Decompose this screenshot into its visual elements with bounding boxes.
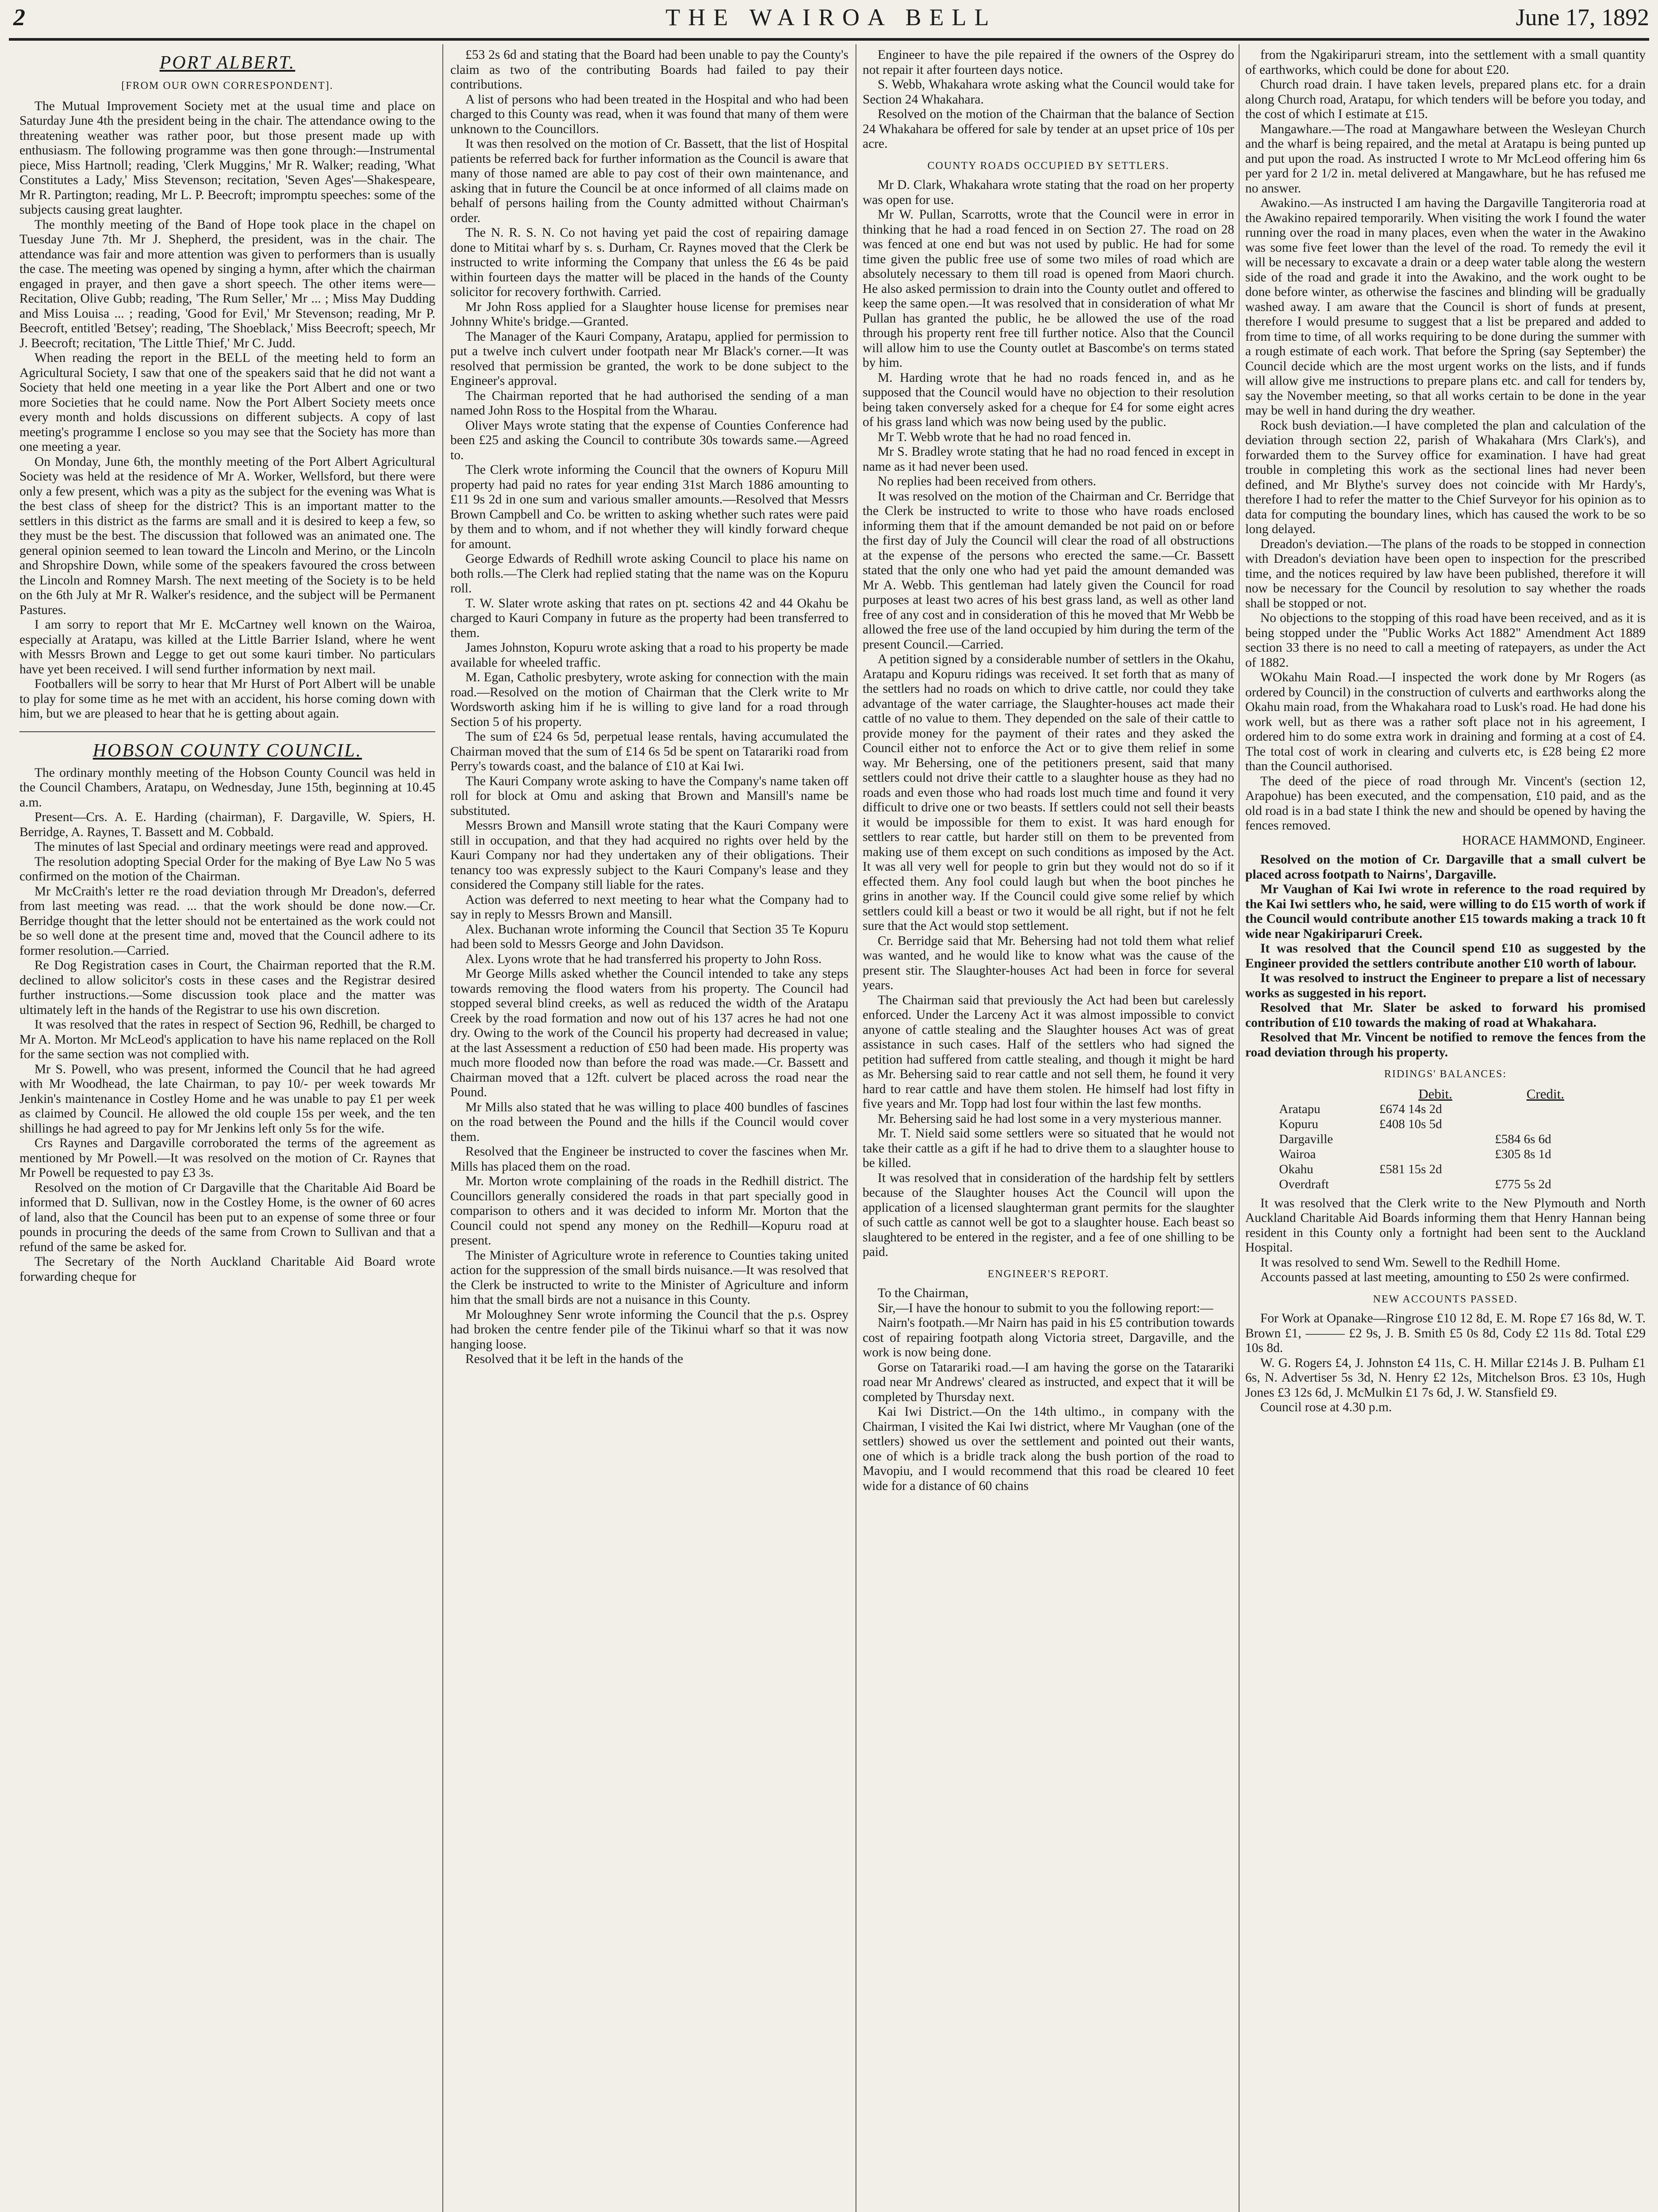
table-cell-credit: £305 8s 1d: [1495, 1147, 1551, 1161]
paragraph: Mangawhare.—The road at Mangawhare between the Wesleyan Church and the wharf is being repaired, and the metal at Aratapu is being punted up and put upon the road. As instructed I wrote to Mr McLeod offering him 6s per yard for 2 1/2 in. metal delivered at Mangawhare, but he has refused me no answer.: [1245, 122, 1646, 196]
paragraph: The Chairman reported that he had authorised the sending of a man named John Ross to the Hospital from the Wharau.: [450, 388, 848, 418]
paragraph: Resolved on the motion of Cr Dargaville that the Charitable Aid Board be informed that D. Sullivan, now in the Costley Home, is the owner of 60 acres of land, also that the Council has been put to an expense of some three or four pounds in procuring the deeds of the same from Crown to Sullivan and that a refund of the same be asked for.: [19, 1180, 435, 1254]
section-subhead: RIDINGS' BALANCES:: [1384, 1068, 1507, 1080]
paragraph: Rock bush deviation.—I have completed the plan and calculation of the deviation through section 22, parish of Whakahara (Mrs Clark's), and forwarded them to the Survey office for examination. I have had great trouble in completing this work as the sectional lines had never been defined, and Mr Blythe's survey does not coincide with Mr Hardy's, therefore I had to refer the matter to the Chief Surveyor for his opinion as to data for computing the boundary lines, which has caused the work to be so long delayed.: [1245, 418, 1646, 536]
section-subhead: NEW ACCOUNTS PASSED.: [1373, 1293, 1518, 1305]
paragraph: £53 2s 6d and stating that the Board had been unable to pay the County's claim as two of the contributing Boards had failed to pay their contributions.: [450, 48, 848, 92]
paragraph: Mr. T. Nield said some settlers were so situated that he would not take their cattle as a gift if he had to drive them to a slaughter house to be killed.: [863, 1126, 1234, 1170]
article-body: [1245, 1311, 1646, 1415]
page-number: 2: [13, 4, 25, 31]
table-row: [1277, 1177, 1597, 1192]
paragraph: Mr Moloughney Senr wrote informing the Council that the p.s. Osprey had broken the centre fender pile of the Tikinui wharf so that it was now hanging loose.: [450, 1307, 848, 1352]
table-cell-debit: [1378, 1132, 1493, 1147]
paragraph: James Johnston, Kopuru wrote asking that a road to his property be made available for wheeled traffic.: [450, 641, 848, 670]
article-body: [19, 99, 435, 722]
paragraph: The N. R. S. N. Co not having yet paid the cost of repairing damage done to Mititai wharf by s. s. Durham, Cr. Raynes moved that the Clerk be instructed to write informing the Company that unless the £6 4s be paid within fourteen days the matter will be placed in the hands of the County solicitor for recovery forthwith. Carried.: [450, 226, 848, 299]
paragraph: A petition signed by a considerable number of settlers in the Okahu, Aratapu and Kopuru ridings was received. It set forth that as many of the settlers had no roads on which to drive cattle, nor could they take advantage of the water carriage, the Slaughter-houses act made their cattle of no value to them. They depended on the sale of their cattle to provide money for the payment of their rates and they asked the Council either not to enforce the Act or to give them relief in some way. Mr Behersing, one of the petitioners present, said that many settlers could not drive their cattle to a slaughter house as they had no roads and even those who had roads lost much time and found it very difficult to drive one or two beasts. If settlers could not sell their beasts it would be impossible for them to exist. It was hard enough for settlers to rear cattle, but harder still on them to be prevented from making use of them except on such conditions as imposed by the Act. It was all very well for people to grin but they would not do so if it effected them. Any fool could laugh but when the boot pinches he grins in another way. If the Council could give some relief by which settlers could kill a beast or two it would be all right, but if not he felt sure that the Act would stop settlement.: [863, 652, 1234, 933]
article-body: [1245, 48, 1646, 833]
paragraph: T. W. Slater wrote asking that rates on pt. sections 42 and 44 Okahu be charged to Kauri Company in future as the property had been transferred to them.: [450, 596, 848, 640]
paragraph: Resolved that Mr. Slater be asked to forward his promised contribution of £10 towards the making of road at Whakahara.: [1245, 1001, 1646, 1030]
masthead: [13, 3, 1649, 32]
table-cell-credit: £775 5s 2d: [1495, 1177, 1551, 1191]
paragraph: George Edwards of Redhill wrote asking Council to place his name on both rolls.—The Clerk had replied stating that the name was on the Kopuru roll.: [450, 552, 848, 595]
paragraph: Mr. Morton wrote complaining of the roads in the Redhill district. The Councillors generally considered the roads in that part specially good in comparison to others and it was decided to inform Mr. Morton that the Council could not spend any money on the Redhill—Kopuru road at present.: [450, 1174, 848, 1248]
article-body: [450, 48, 848, 1367]
paragraph: Re Dog Registration cases in Court, the Chairman reported that the R.M. declined to allow solicitor's costs in these cases and the Registrar desired further instructions.—Some discussion took place and the matter was ultimately left in the hands of the Registrar to use his own discretion.: [19, 958, 435, 1017]
table-header-row: [1277, 1087, 1597, 1102]
paragraph: Oliver Mays wrote stating that the expense of Counties Conference had been £25 and asking the Council to contribute 30s towards same.—Agreed to.: [450, 418, 848, 462]
column-4: [1245, 48, 1646, 2212]
paragraph: Church road drain. I have taken levels, prepared plans etc. for a drain along Church road, Aratapu, for which tenders will be before you today, and the cost of which I estimate at £15.: [1245, 77, 1646, 121]
paper-title: THE WAIROA BELL: [665, 4, 997, 31]
paragraph: The Minister of Agriculture wrote in reference to Counties taking united action for the suppression of the small birds nuisance.—It was resolved that the Clerk be instructed to write to the Minister of Agriculture and inform him that the small birds are not a nuisance in this County.: [450, 1248, 848, 1307]
paragraph: Messrs Brown and Mansill wrote stating that the Kauri Company were still in occupation, and that they had acquired no rights over held by the Kauri Company nor had they undertaken any of their obligations. Their tenancy too was expressly subject to the Kauri Company's lease and they considered the Company still liable for the rates.: [450, 818, 848, 892]
ridings-balances-table: [1277, 1087, 1597, 1192]
paragraph: Resolved that the Engineer be instructed to cover the fascines when Mr. Mills has placed them on the road.: [450, 1144, 848, 1174]
paragraph: Mr D. Clark, Whakahara wrote stating that the road on her property was open for use.: [863, 178, 1234, 207]
column-rule: [1239, 44, 1240, 2212]
paragraph: I am sorry to report that Mr E. McCartney well known on the Wairoa, especially at Aratapu, was killed at the Little Barrier Island, where he went with Messrs Brown and Legge to get out some kauri timber. No particulars have yet been received. I will send further information by next mail.: [19, 618, 435, 676]
paragraph: It was then resolved on the motion of Cr. Bassett, that the list of Hospital patients be referred back for further information as the Council is aware that many of those named are able to pay cost of their own maintenance, and asking that in future the Council be at once informed of all claims made on behalf of persons hailing from the County admitted without Chairman's order.: [450, 137, 848, 225]
paragraph: It was resolved that the Clerk write to the New Plymouth and North Auckland Charitable Aid Boards informing them that Henry Hannan being resident in this County only a fortnight had been sent to the Auckland Hospital.: [1245, 1196, 1646, 1255]
table-cell-riding: Dargaville: [1279, 1132, 1333, 1146]
table-cell-debit: [1378, 1177, 1493, 1192]
paragraph: The resolution adopting Special Order for the making of Bye Law No 5 was confirmed on the motion of the Chairman.: [19, 854, 435, 883]
paragraph: The Secretary of the North Auckland Charitable Aid Board wrote forwarding cheque for: [19, 1255, 435, 1284]
column-rule: [442, 44, 443, 2212]
paragraph: WOkahu Main Road.—I inspected the work done by Mr Rogers (as ordered by Council) in the construction of culverts and earthworks along the Okahu main road, from the Whakahara road to Lusk's road. He had done his work well, but as there was a rather soft place not in his agreement, I ordered him to do some extra work in draining and forming at a cost of £4. The total cost of work in clearing and culverts etc, is £28 being £2 more than the Council authorised.: [1245, 670, 1646, 773]
paragraph: It was resolved that in consideration of the hardship felt by settlers because of the Slaughter houses Act the Council will upon the application of a licensed slaughterman grant permits for the slaughter of such cattle as cannot well be got to a slaughter house. Each beast so slaughtered to be entered in the register, and a fee of one shilling to be paid.: [863, 1171, 1234, 1259]
paragraph: from the Ngakiriparuri stream, into the settlement with a small quantity of earthworks, which could be done for about £20.: [1245, 48, 1646, 77]
paragraph: The Kauri Company wrote asking to have the Company's name taken off roll for block at Omu and asking that Brown and Mansill's name be substituted.: [450, 774, 848, 818]
article-body: [1245, 1196, 1646, 1285]
paragraph: It was resolved on the motion of the Chairman and Cr. Berridge that the Clerk be instructed to write to those who have roads enclosed informing them that if the amount demanded be not paid on or before the first day of July the Council will clear the road of all obstructions at the expense of the persons who erected the same.—Cr. Bassett stated that the only one who had yet paid the amount demanded was Mr A. Webb. This gentleman had lately given the Council for road purposes at least two acres of his best grass land, as well as other land free of any cost and in consideration of this he moved that Mr Webb be allowed the free use of the land occupied by him during the term of the present Council.—Carried.: [863, 489, 1234, 652]
table-cell-riding: Kopuru: [1279, 1117, 1318, 1131]
paragraph: The sum of £24 6s 5d, perpetual lease rentals, having accumulated the Chairman moved that the sum of £14 6s 5d be spent on Tatarariki road from Perry's towards coast, and the balance of £10 at Kai Iwi.: [450, 730, 848, 773]
section-subhead: COUNTY ROADS OCCUPIED BY SETTLERS.: [927, 160, 1170, 172]
paragraph: The Clerk wrote informing the Council that the owners of Kopuru Mill property had paid no rates for year ending 31st March 1886 amounting to £11 9s 2d in one sum and various smaller amounts.—Resolved that Messrs Brown Campbell and Co. be written to asking whether such rates were paid by them and to whom, and if not whether they will kindly forward cheque for amount.: [450, 463, 848, 551]
paragraph: The monthly meeting of the Band of Hope took place in the chapel on Tuesday June 7th. Mr J. Shepherd, the president, was in the chair. The attendance was fair and more attention was given to performers than is usually the case. The meeting was opened by singing a hymn, after which the chairman engaged in prayer, and then gave a short speech. The other items were—Recitation, Olive Gubb; reading, 'The Rum Seller,' Mr ... ; Miss May Dudding and Miss Louisa ... ; reading, 'Good for Evil,' Mr Stevenson; reading, Mr P. Beecroft, entitled 'Betsey'; reading, 'The Shoeblack,' Miss Beecroft; speech, Mr J. Beecroft; recitation, 'The Little Thief,' Mr C. Judd.: [19, 217, 435, 350]
paragraph: Crs Raynes and Dargaville corroborated the terms of the agreement as mentioned by Mr Powell.—It was resolved on the motion of Cr. Raynes that Mr Powell be requested to pay £3 3s.: [19, 1136, 435, 1180]
paragraph: Mr W. Pullan, Scarrotts, wrote that the Council were in error in thinking that he had a road fenced in on Section 27. The road on 28 was fenced at one end but was not used by public. He had for some time given the public free use of some two miles of road which are absolutely necessary to them till road is opened from Maori church. He also asked permission to drain into the County outlet and offered to keep the same open.—It was resolved that in consideration of what Mr Pullan has granted the public, he be allowed the use of the road through his property rent free till further notice. Also that the Council will allow him to use the County outlet at Bascombe's on terms stated by him.: [863, 207, 1234, 370]
paragraph: Council rose at 4.30 p.m.: [1260, 1400, 1392, 1414]
paragraph: When reading the report in the BELL of the meeting held to form an Agricultural Society, I saw that one of the speakers said that he did not want a Society that held one meeting in a year like the Port Albert and one or two more Societies that he could name. Now the Port Albert Society meets once every month and holds discussions on different subjects. A copy of last meeting's programme I enclose so you may see that the Society has more than one meeting a year.: [19, 351, 435, 454]
paragraph: On Monday, June 6th, the monthly meeting of the Port Albert Agricultural Society was held at the residence of Mr A. Worker, Wellsford, but there were only a few present, which was a pity as the subject for the evening was What is the best class of sheep for the district? This is an important matter to the settlers in this district as the farms are small and it is desired to keep a few, so they must be the best. The discussion that followed was an animated one. The general opinion seemed to lean toward the Lincoln and Merino, or the Lincoln and Shropshire Down, while some of the speakers favoured the cross between the Lincoln and Romney Marsh. The next meeting of the Society is to be held on the 6th July at Mr R. Walker's residence, and the subject will be Permanent Pastures.: [19, 454, 435, 617]
column-header: Credit.: [1526, 1086, 1564, 1102]
paragraph: It was resolved to send Wm. Sewell to the Redhill Home.: [1260, 1255, 1560, 1270]
table-cell-debit: £408 10s 5d: [1379, 1117, 1442, 1131]
paragraph: The minutes of last Special and ordinary meetings were read and approved.: [35, 840, 428, 854]
table-row: [1277, 1117, 1597, 1132]
article-heading: HOBSON COUNTY COUNCIL.: [92, 740, 362, 761]
issue-date: June 17, 1892: [1516, 4, 1649, 31]
paragraph: Mr Mills also stated that he was willing to place 400 bundles of fascines on the road between the Pound and the hills if the Council would cover them.: [450, 1100, 848, 1144]
column-1: [19, 48, 435, 2212]
table-row: [1277, 1102, 1597, 1117]
table-cell-credit: [1493, 1117, 1597, 1132]
article-body: [19, 766, 435, 1285]
paragraph: Mr T. Webb wrote that he had no road fenced in.: [878, 430, 1131, 444]
paragraph: S. Webb, Whakahara wrote asking what the Council would take for Section 24 Whakahara.: [863, 77, 1234, 107]
paragraph: Mr George Mills asked whether the Council intended to take any steps towards removing the flood waters from his property. The Council had stopped several blind creeks, as well as reduced the width of the Aratapu Creek by the road formation and now out of his 137 acres he had not one dry. Owing to the work of the Council his property had decreased in value; at the last Assessment a reduction of £50 had been made. His property was much more flooded now than before the road was made.—Cr. Bassett and Chairman moved that a 12ft. culvert be placed across the road near the Pound.: [450, 967, 848, 1099]
article-byline: [FROM OUR OWN CORRESPONDENT].: [121, 80, 334, 92]
table-cell-debit: [1378, 1147, 1493, 1162]
paragraph: Present—Crs. A. E. Harding (chairman), F. Dargaville, W. Spiers, H. Berridge, A. Raynes, T. Bassett and M. Cobbald.: [19, 810, 435, 839]
table-cell-riding: Wairoa: [1279, 1147, 1316, 1161]
paragraph: The Manager of the Kauri Company, Aratapu, applied for permission to put a twelve inch culvert under footpath near Mr Black's corner.—It was resolved that permission be granted, the work to be done subject to the Engineer's approval.: [450, 329, 848, 388]
paragraph: Accounts passed at last meeting, amounting to £50 2s were confirmed.: [1260, 1270, 1629, 1284]
paragraph: Resolved that it be left in the hands of the: [465, 1352, 683, 1366]
table-row: [1277, 1162, 1597, 1177]
paragraph: Kai Iwi District.—On the 14th ultimo., in company with the Chairman, I visited the Kai Iwi district, where Mr Vaughan (one of the settlers) showed us over the settlement and pointed out their wants, one of which is a bridle track along the bush portion of the road to Mavopiu, and I would recommend that this road be cleared 10 feet wide for a distance of 60 chains: [863, 1405, 1234, 1493]
article-separator: [19, 731, 435, 732]
column-header: Debit.: [1418, 1086, 1452, 1102]
column-3: [863, 48, 1234, 2212]
section-subhead: ENGINEER'S REPORT.: [987, 1268, 1109, 1280]
table-row: [1277, 1147, 1597, 1162]
column-2: [450, 48, 848, 2212]
paragraph: It was resolved to instruct the Engineer to prepare a list of necessary works as suggested in his report.: [1245, 971, 1646, 1000]
paragraph: Dreadon's deviation.—The plans of the roads to be stopped in connection with Dreadon's deviation have been open to inspection for the prescribed time, and the notices required by law have been published, therefore it will now be necessary for the Council by resolution to say whether the roads shall be stopped or not.: [1245, 537, 1646, 611]
masthead-rule: [9, 38, 1649, 41]
paragraph: M. Egan, Catholic presbytery, wrote asking for connection with the main road.—Resolved on the motion of Chairman that the Clerk write to Mr Wordsworth asking him if he is willing to give land for a road through Section 5 of his property.: [450, 670, 848, 729]
paragraph: Nairn's footpath.—Mr Nairn has paid in his £5 contribution towards cost of repairing footpath along Victoria street, Dargaville, and the work is now being done.: [863, 1316, 1234, 1359]
table-row: [1277, 1132, 1597, 1147]
paragraph: Awakino.—As instructed I am having the Dargaville Tangiteroria road at the Awakino repaired temporarily. When visiting the work I found the water running over the road in many places, even when the water in the Awakino was some five feet lower than the level of the road. To remedy the evil it will be necessary to excavate a drain or a deep water table along the western side of the road and grade it into the Awakino, and the work ought to be done before winter, as otherwise the fascines and blinding will be gradually washed away. I am aware that the Council is short of funds at present, therefore I would presume to suggest that a list be prepared and added to from time to time, of all works requiring to be done during the summer with a rough estimate of each work. That before the Spring (say September) the Council decide which are the most urgent works on the lists, and if funds will allow give me instructions to prepare plans etc. and call for tenders by, say the November meeting, so that all works certain to be done in the year may be well in hand during the dry weather.: [1245, 196, 1646, 418]
paragraph: Sir,—I have the honour to submit to you the following report:—: [878, 1301, 1213, 1315]
paragraph: The Mutual Improvement Society met at the usual time and place on Saturday June 4th the president being in the chair. The attendance owing to the threatening weather was rather poor, but those present made up with enthusiasm. The following programme was then gone through:—Instrumental piece, Miss Hartnoll; reading, 'Clerk Muggins,' Mr R. Walker; reading, 'What Constitutes a Lady,' Miss Stevenson; recitation, 'Seven Ages'—Shakespeare, Mr R. Partington; reading, Mr L. P. Beecroft; impromptu speeches: some of the subjects causing great laughter.: [19, 99, 435, 217]
paragraph: The deed of the piece of road through Mr. Vincent's (section 12, Arapohue) has been executed, and the compensation, £10 paid, and as the old road is in a bad state I think the new and should be opened by having the fences removed.: [1245, 774, 1646, 833]
paragraph: It was resolved that the Council spend £10 as suggested by the Engineer provided the settlers contribute another £10 worth of labour.: [1245, 941, 1646, 971]
engineer-signature: HORACE HAMMOND, Engineer.: [1462, 833, 1646, 848]
column-header: [1277, 1087, 1378, 1102]
paragraph: W. G. Rogers £4, J. Johnston £4 11s, C. H. Millar £214s J. B. Pulham £1 6s, N. Advertiser 5s 3d, N. Henry £2 12s, Mitchelson Bros. £3 10s, Hugh Jones £3 12s 6d, J. McMulkin £1 7s 6d, J. W. Stansfield £9.: [1245, 1356, 1646, 1400]
paragraph: The Chairman said that previously the Act had been but carelessly enforced. Under the Larceny Act it was almost impossible to convict anyone of cattle stealing and the Slaughter houses Act was of great assistance in such cases. Half of the settlers who had signed the petition had suffered from cattle stealing, and though it might be hard as Mr. Behersing said to rear cattle and not sell them, he found it very hard to rear cattle and have them stolen. He himself had lost fifty in five years and Mr. Topp had lost four within the last few months.: [863, 993, 1234, 1111]
paragraph: Engineer to have the pile repaired if the owners of the Osprey do not repair it after fourteen days notice.: [863, 48, 1234, 77]
table-cell-credit: [1493, 1102, 1597, 1117]
article-body: [1245, 853, 1646, 1060]
article-body: [863, 1286, 1234, 1494]
paragraph: Resolved on the motion of the Chairman that the balance of Section 24 Whakahara be offered for sale by tender at an upset price of 10s per acre.: [863, 107, 1234, 151]
paragraph: To the Chairman,: [878, 1286, 969, 1300]
paragraph: Alex. Lyons wrote that he had transferred his property to John Ross.: [465, 952, 822, 966]
table-cell-credit: [1493, 1162, 1597, 1177]
paragraph: Action was deferred to next meeting to hear what the Company had to say in reply to Messrs Brown and Mansill.: [450, 892, 848, 922]
paragraph: The ordinary monthly meeting of the Hobson County Council was held in the Council Chambers, Aratapu, on Wednesday, June 15th, beginning at 10.45 a.m.: [19, 765, 435, 810]
paragraph: Mr John Ross applied for a Slaughter house license for premises near Johnny White's bridge.—Granted.: [450, 300, 848, 329]
table-cell-debit: £674 14s 2d: [1379, 1102, 1442, 1116]
table-cell-debit: £581 15s 2d: [1379, 1162, 1442, 1176]
paragraph: Gorse on Tatarariki road.—I am having the gorse on the Tatarariki road near Mr Andrews' cleared as instructed, and expect that it will be completed by Thursday next.: [863, 1360, 1234, 1404]
table-cell-riding: Overdraft: [1279, 1177, 1329, 1191]
paragraph: M. Harding wrote that he had no roads fenced in, and as he supposed that the Council would have no objection to their resolution being taken conversely asked for a cheque for £4 for some eight acres of his grass land which was now being used by the public.: [863, 370, 1234, 429]
paragraph: No replies had been received from others.: [878, 474, 1096, 488]
paragraph: It was resolved that the rates in respect of Section 96, Redhill, be charged to Mr A. Morton. Mr McLeod's application to have his name replaced on the Roll for the same section was not complied with.: [19, 1018, 435, 1061]
article-body: [863, 178, 1234, 1260]
article-heading: PORT ALBERT.: [159, 53, 296, 73]
paragraph: Footballers will be sorry to hear that Mr Hurst of Port Albert will be unable to play for some time as he met with an accident, his horse coming down with him, but we are pleased to hear that he is getting about again.: [19, 677, 435, 721]
paragraph: Resolved on the motion of Cr. Dargaville that a small culvert be placed across footpath to Nairns', Dargaville.: [1245, 853, 1646, 882]
paragraph: For Work at Opanake—Ringrose £10 12 8d, E. M. Rope £7 16s 8d, W. T. Brown £1, ——— £2 9s, J. B. Smith £5 0s 8d, Cody £2 11s 8d. Total £29 10s 8d.: [1245, 1311, 1646, 1355]
table-cell-credit: £584 6s 6d: [1495, 1132, 1551, 1146]
article-body: [863, 48, 1234, 152]
paragraph: Mr S. Bradley wrote stating that he had no road fenced in except in name as it had never been used.: [863, 445, 1234, 474]
paragraph: Mr Vaughan of Kai Iwi wrote in reference to the road required by the Kai Iwi settlers who, he said, were willing to do £15 worth of work if the Council would contribute another £15 towards making a track 10 ft wide near Ngakiriparuri Creek.: [1245, 882, 1646, 941]
paragraph: Mr. Behersing said he had lost some in a very mysterious manner.: [878, 1111, 1222, 1126]
table-cell-riding: Okahu: [1279, 1162, 1313, 1176]
paragraph: Resolved that Mr. Vincent be notified to remove the fences from the road deviation through his property.: [1245, 1030, 1646, 1060]
paragraph: No objections to the stopping of this road have been received, and as it is being stopped under the "Public Works Act 1882" Amendment Act 1889 section 33 there is no need to call a meeting of ratepayers, as under the Act of 1882.: [1245, 611, 1646, 670]
paragraph: Mr S. Powell, who was present, informed the Council that he had agreed with Mr Woodhead, the late Chairman, to pay 10/- per week towards Mr Jenkin's maintenance in Costley Home and he was unable to pay £1 per week as claimed by Council. He allowed the old couple 15s per week, and the ten shillings he had agreed to pay for Mr Jenkins left only 5s for the wife.: [19, 1062, 435, 1136]
table-cell-riding: Aratapu: [1279, 1102, 1320, 1116]
paragraph: A list of persons who had been treated in the Hospital and who had been charged to this County was read, when it was found that many of them were unknown to the Councillors.: [450, 92, 848, 136]
paragraph: Mr McCraith's letter re the road deviation through Mr Dreadon's, deferred from last meeting was read. ... that the work should be done now.—Cr. Berridge thought that the letter should not be entertained as the work could not be so well done at the present time and, moved that the Council adhere to its former resolution.—Carried.: [19, 884, 435, 958]
paragraph: Cr. Berridge said that Mr. Behersing had not told them what relief was wanted, and he would like to know what was the cause of the present stir. The Slaughter-houses Act had been in force for several years.: [863, 933, 1234, 992]
paragraph: Alex. Buchanan wrote informing the Council that Section 35 Te Kopuru had been sold to Messrs George and John Davidson.: [450, 922, 848, 951]
